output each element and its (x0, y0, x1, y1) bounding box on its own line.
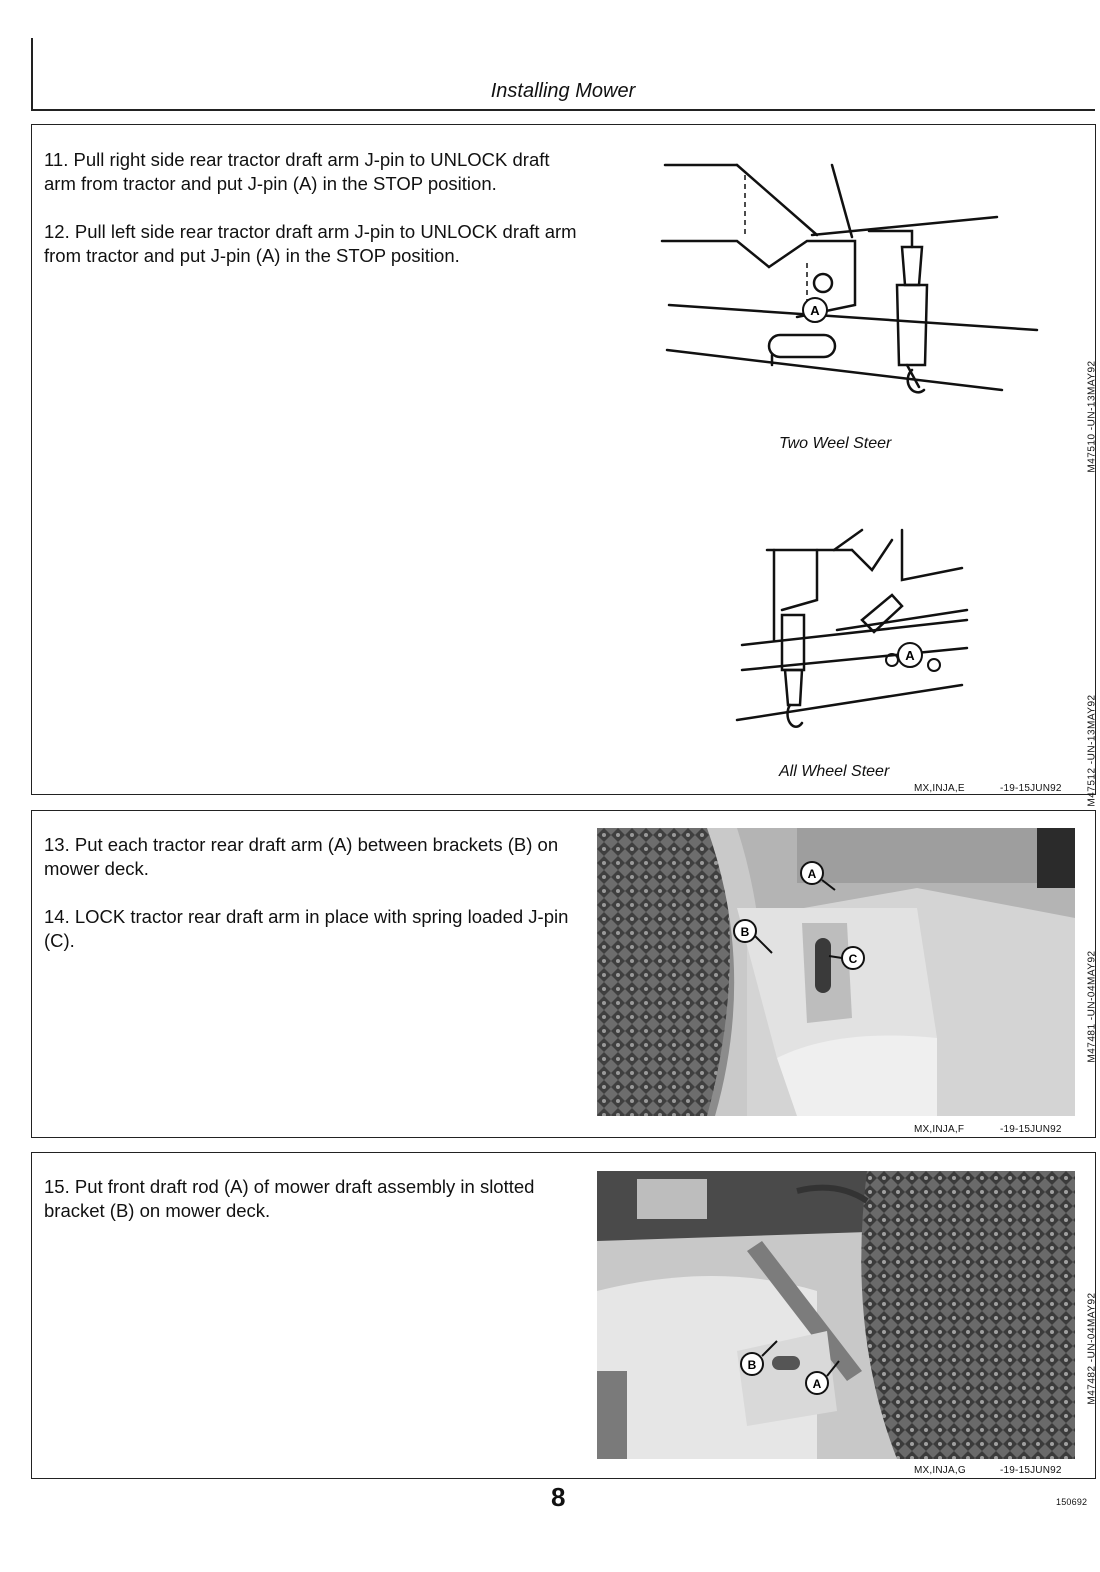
draft-arm-photo (597, 828, 1075, 1116)
photo-label-a: A (812, 1377, 822, 1391)
photo-label-c: C (848, 952, 858, 966)
section-steps-13-14 (31, 810, 1096, 1138)
steps-text (44, 833, 584, 977)
page-title: Installing Mower (490, 80, 636, 102)
ref-code: MX,INJA,G (914, 1465, 966, 1476)
step-12: 12. Pull left side rear tractor draft arm J-pin to UNLOCK draft arm from tractor and put J-pin (A) in the STOP position. (44, 221, 577, 266)
ref-date: -19-15JUN92 (1000, 1124, 1062, 1135)
photo-label-a: A (807, 867, 817, 881)
figure-caption-all-wheel: All Wheel Steer (779, 763, 890, 780)
section-steps-11-12 (31, 124, 1098, 807)
ref-code: MX,INJA,E (914, 783, 965, 794)
diagram-label-a: A (905, 648, 915, 663)
ref-date: -19-15JUN92 (1000, 1465, 1062, 1476)
two-wheel-steer-diagram (657, 155, 1047, 445)
step-11: 11. Pull right side rear tractor draft arm J-pin to UNLOCK draft arm from tractor and put J-pin (A) in the STOP position. (44, 149, 550, 194)
photo-code-m47481: M47481 -UN-04MAY92 (1086, 950, 1098, 1063)
ref-code: MX,INJA,F (914, 1124, 965, 1135)
photo-code-m47482: M47482 -UN-04MAY92 (1086, 1292, 1098, 1405)
diagram-label-a: A (810, 303, 820, 318)
steps-text (44, 1175, 584, 1247)
figure-code-m47510: M47510 -UN-13MAY92 (1086, 360, 1098, 473)
step-13: 13. Put each tractor rear draft arm (A) between brackets (B) on mower deck. (44, 834, 559, 879)
section-step-15 (31, 1152, 1096, 1479)
header-rule (31, 109, 1095, 111)
steps-text (44, 148, 584, 292)
all-wheel-steer-diagram (722, 520, 1052, 760)
figure-code-m47512: M47512 -UN-13MAY92 (1086, 694, 1098, 807)
photo-label-b: B (740, 925, 750, 939)
page-number: 8 (551, 1482, 566, 1512)
step-14: 14. LOCK tractor rear draft arm in place with spring loaded J-pin (C). (44, 906, 569, 951)
front-draft-rod-photo (597, 1171, 1075, 1459)
step-15: 15. Put front draft rod (A) of mower draft assembly in slotted bracket (B) on mower deck. (44, 1176, 535, 1221)
figure-caption-two-wheel: Two Weel Steer (779, 435, 892, 452)
ref-date: -19-15JUN92 (1000, 783, 1062, 794)
doc-code: 150692 (1056, 1497, 1088, 1507)
photo-label-b: B (747, 1358, 757, 1372)
